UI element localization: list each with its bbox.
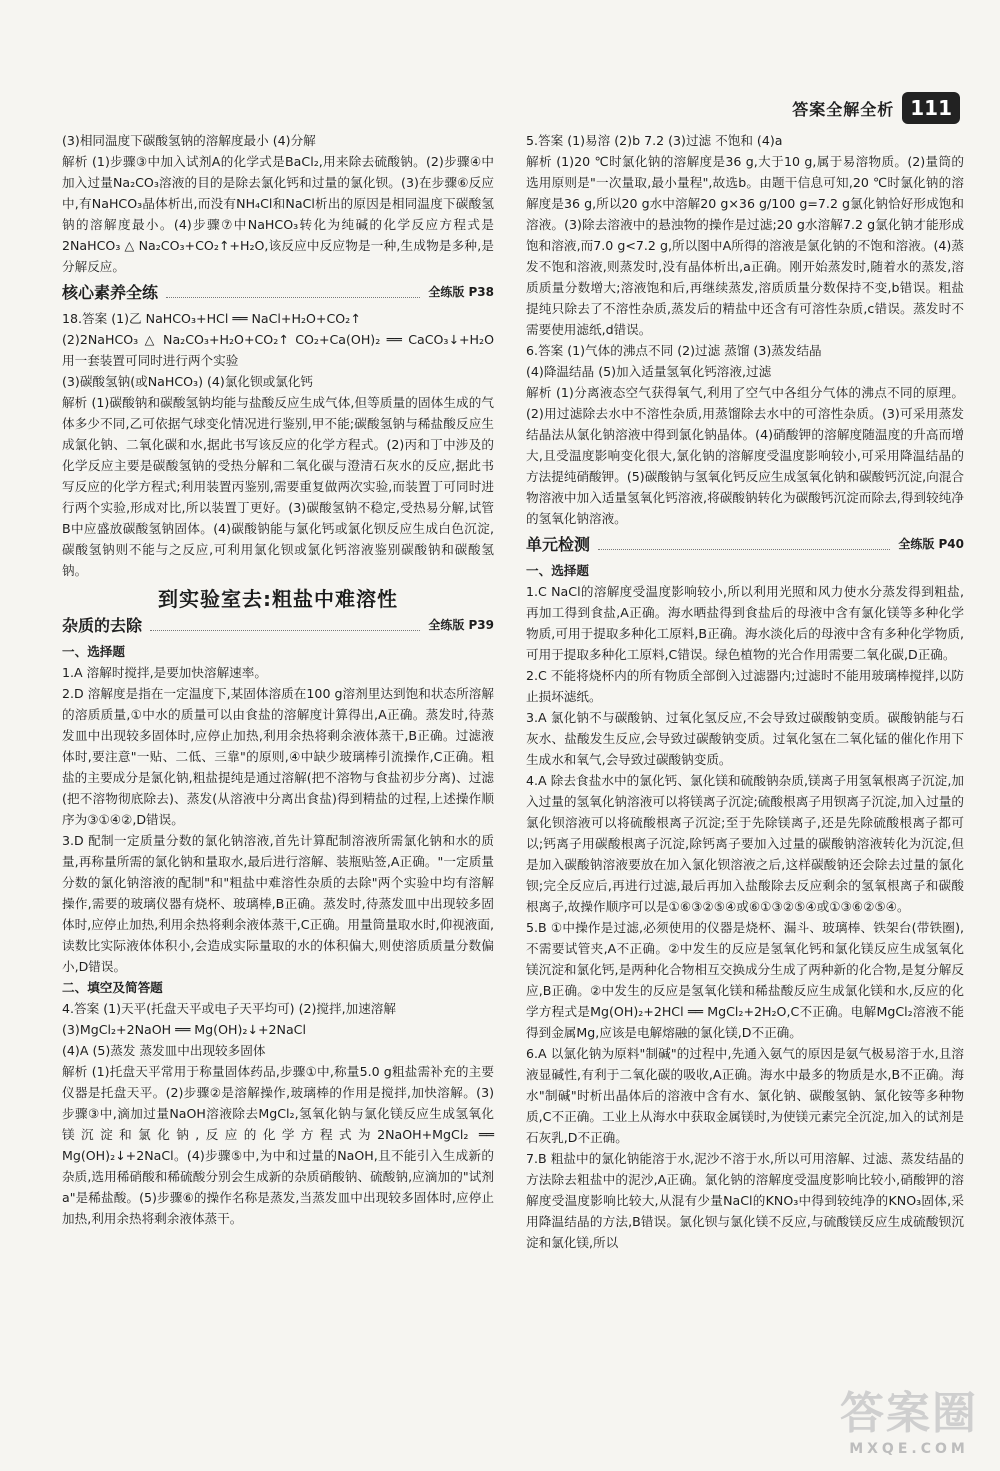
paragraph: 7.B 粗盐中的氯化钠能溶于水,泥沙不溶于水,所以可用溶解、过滤、蒸发结晶的方法除去粗盐中的泥沙,A正确。氯化钠的溶解度受温度影响比较小,硝酸钾的溶解度受温度影响比较大,从混有少量NaCl的KNO₃中得到较纯净的KNO₃固体,采用降温结晶的方法,B错误。氯化钡与氯化镁不反应,与硫酸镁反应生成硫酸钡沉淀和氯化镁,所以 bbox=[526, 1151, 964, 1250]
dotted-leader bbox=[598, 539, 890, 550]
dotted-leader bbox=[150, 620, 420, 631]
paragraph: 3.D 配制一定质量分数的氯化钠溶液,首先计算配制溶液所需氯化钠和水的质量,再称量所需的氯化钠和量取水,最后进行溶解、装瓶贴签,A正确。"一定质量分数的氯化钠溶液的配制"和"粗盐中难溶性杂质的去除"两个实验中均有溶解操作,需要的玻璃仪器有烧杯、玻璃棒,B正确。蒸发时,待蒸发皿中出现较多固体时,应停止加热,利用余热将剩余液体蒸干,C正确。用量筒量取水时,仰视液面,读数比实际液体体积小,会造成实际量取的水的体积偏大,则使溶质质量分数偏小,D错误。 bbox=[62, 833, 494, 974]
paragraph: 5.答案 (1)易溶 (2)b 7.2 (3)过滤 不饱和 (4)a bbox=[526, 133, 783, 148]
paragraph: 18.答案 (1)乙 NaHCO₃+HCl ══ NaCl+H₂O+CO₂↑ bbox=[62, 311, 361, 326]
watermark-url: MXQE.COM bbox=[849, 1441, 969, 1457]
paragraph: 1.C NaCl的溶解度受温度影响较小,所以利用光照和风力使水分蒸发得到粗盐,再加工得到食盐,A正确。海水晒盐得到食盐后的母液中含有氯化镁等多种化学物质,可用于提取多种化工原料,B正确。海水淡化后的母液中含有多种化学物质,可用于提取多种化工原料,C错误。绿色植物的光合作用需要二氧化碳,D正确。 bbox=[526, 584, 964, 662]
dotted-leader bbox=[166, 287, 420, 298]
subheading: 一、选择题 bbox=[62, 644, 125, 659]
paragraph: 5.B ①中操作是过滤,必须使用的仪器是烧杯、漏斗、玻璃棒、铁架台(带铁圈),不需要试管夹,A不正确。②中发生的反应是氢氧化钙和氯化镁反应生成氢氧化镁沉淀和氯化钙,是两种化合物相互交换成分生成了两种新的化合物,是复分解反应,B正确。②中发生的反应是氢氧化镁和稀盐酸反应生成氯化镁和水,反应的化学方程式是Mg(OH)₂+2HCl ══ MgCl₂+2H₂O,C不正确。电解MgCl₂溶液不能得到金属Mg,应该是电解熔融的氯化镁,D不正确。 bbox=[526, 920, 964, 1040]
paragraph: 解析 (1)分离液态空气获得氧气,利用了空气中各组分气体的沸点不同的原理。(2)用过滤除去水中不溶性杂质,用蒸馏除去水中的可溶性杂质。(3)可采用蒸发结晶法从氯化钠溶液中得到氯化钠晶体。(4)硝酸钾的溶解度随温度的升高而增大,且受温度影响变化很大,氯化钠的溶解度受温度影响较小,可采用降温结晶的方法提纯硝酸钾。(5)碳酸钠与氢氧化钙反应生成氢氧化钠和碳酸钙沉淀,向混合物溶液中加入适量氢氧化钙溶液,将碳酸钠转化为碳酸钙沉淀而除去,得到较纯净的氢氧化钠溶液。 bbox=[526, 385, 964, 526]
section-header-lab bbox=[62, 615, 494, 636]
watermark bbox=[840, 1377, 978, 1457]
page-header bbox=[792, 92, 960, 124]
left-column bbox=[62, 130, 494, 1229]
paragraph: 解析 (1)碳酸钠和碳酸氢钠均能与盐酸反应生成气体,但等质量的固体生成的气体多少不同,乙可依据气球变化情况进行鉴别,甲不能;碳酸氢钠与稀盐酸反应生成氯化钠、二氧化碳和水,据此书写该反应的化学方程式。(2)丙和丁中涉及的化学反应主要是碳酸氢钠的受热分解和二氧化碳与澄清石灰水的反应,据此书写反应的化学方程式;利用装置丙鉴别,需要重复做两次实验,而装置丁可同时进行两个实验,形成对比,所以装置丁更好。(3)碳酸氢钠不稳定,受热易分解,试管B中应盛放碳酸氢钠固体。(4)碳酸钠能与氯化钙或氯化钡反应生成白色沉淀,碳酸氢钠则不能与之反应,可利用氯化钡或氯化钙溶液鉴别碳酸钠和碳酸氢钠。 bbox=[62, 395, 494, 578]
section-ref: 全练版 P40 bbox=[898, 537, 964, 551]
section-title: 杂质的去除 bbox=[62, 616, 143, 635]
paragraph: (3)MgCl₂+2NaOH ══ Mg(OH)₂↓+2NaCl bbox=[62, 1022, 306, 1037]
paragraph: (2)2NaHCO₃ △ Na₂CO₃+H₂O+CO₂↑ CO₂+Ca(OH)₂ ══ CaCO₃↓+H₂O 用一套装置可同时进行两个实验 bbox=[62, 332, 494, 368]
paragraph: 解析 (1)托盘天平常用于称量固体药品,步骤①中,称量5.0 g粗盐需补充的主要仪器是托盘天平。(2)步骤②是溶解操作,玻璃棒的作用是搅拌,加快溶解。(3)步骤③中,滴加过量NaOH溶液除去MgCl₂,氢氧化钠与氯化镁反应生成氢氧化镁沉淀和氯化钠,反应的化学方程式为2NaOH+MgCl₂ ══ Mg(OH)₂↓+2NaCl。(4)步骤⑤中,为中和过量的NaOH,且不能引入生成新的杂质,选用稀硝酸和稀硫酸分别会生成新的杂质硝酸钠、硫酸钠,应滴加的"试剂a"是稀盐酸。(5)步骤⑥的操作名称是蒸发,当蒸发皿中出现较多固体时,应停止加热,利用余热将剩余液体蒸干。 bbox=[62, 1064, 494, 1226]
lab-title: 到实验室去:粗盐中难溶性 bbox=[158, 587, 398, 611]
paragraph: 6.答案 (1)气体的沸点不同 (2)过滤 蒸馏 (3)蒸发结晶 bbox=[526, 343, 822, 358]
page-number: 111 bbox=[902, 92, 960, 124]
paragraph: (3)相同温度下碳酸氢钠的溶解度最小 (4)分解 bbox=[62, 133, 316, 148]
paragraph: 4.答案 (1)天平(托盘天平或电子天平均可) (2)搅拌,加速溶解 bbox=[62, 1001, 396, 1016]
paragraph: (4)降温结晶 (5)加入适量氢氧化钙溶液,过滤 bbox=[526, 364, 772, 379]
subheading: 二、填空及简答题 bbox=[62, 980, 163, 995]
paragraph: 4.A 除去食盐水中的氯化钙、氯化镁和硫酸钠杂质,镁离子用氢氧根离子沉淀,加入过量的氢氧化钠溶液可以将镁离子沉淀;硫酸根离子用钡离子沉淀,加入过量的氯化钡溶液可以将硫酸根离子沉淀;至于先除镁离子,还是先除硫酸根离子都可以;钙离子用碳酸根离子沉淀,除钙离子要加入过量的碳酸钠溶液转化为沉淀,但是加入碳酸钠溶液要放在加入氯化钡溶液之后,这样碳酸钠还会除去过量的氯化钡;完全反应后,再进行过滤,最后再加入盐酸除去反应剩余的氢氧根离子和碳酸根离子,故操作顺序可以是①⑥③②⑤④或⑥①③②⑤④或①③⑥②⑤④。 bbox=[526, 773, 964, 914]
paragraph: 6.A 以氯化钠为原料"制碱"的过程中,先通入氨气的原因是氨气极易溶于水,且溶液显碱性,有利于二氧化碳的吸收,A正确。海水中最多的物质是水,B不正确。海水"制碱"时析出晶体后的溶液中含有水、氯化钠、碳酸氢钠、氯化铵等多种物质,C不正确。工业上从海水中获取金属镁时,为使镁元素完全沉淀,加入的试剂是石灰乳,D不正确。 bbox=[526, 1046, 964, 1145]
section-title: 核心素养全练 bbox=[62, 283, 159, 302]
section-title: 单元检测 bbox=[526, 535, 591, 554]
paragraph: 3.A 氯化钠不与碳酸钠、过氧化氢反应,不会导致过碳酸钠变质。碳酸钠能与石灰水、盐酸发生反应,会导致过碳酸钠变质。过氧化氢在二氧化锰的催化作用下生成水和氧气,会导致过碳酸钠变质。 bbox=[526, 710, 964, 767]
paragraph: 2.C 不能将烧杯内的所有物质全部倒入过滤器内;过滤时不能用玻璃棒搅拌,以防止损坏滤纸。 bbox=[526, 668, 964, 704]
section-ref: 全练版 P39 bbox=[428, 618, 494, 632]
paragraph: 解析 (1)20 ℃时氯化钠的溶解度是36 g,大于10 g,属于易溶物质。(2)量筒的选用原则是"一次量取,最小量程",故选b。由题干信息可知,20 ℃时氯化钠的溶解度是36 g,所以20 g水中溶解20 g×36 g/100 g=7.2 g氯化钠恰好形成饱和溶液。(3)除去溶液中的悬浊物的操作是过滤;20 g水溶解7.2 g氯化钠才能形成饱和溶液,而7.0 g<7.2 g,所以图中A所得的溶液是氯化钠的不饱和溶液。(4)蒸发不饱和溶液,则蒸发时,没有晶体析出,a正确。刚开始蒸发时,随着水的蒸发,溶质质量分数增大;溶液饱和后,再继续蒸发,溶质质量分数保持不变,b错误。粗盐提纯只除去了不溶性杂质,蒸发后的精盐中还含有可溶性杂质,c错误。蒸发时不需要使用滤纸,d错误。 bbox=[526, 154, 964, 337]
right-column bbox=[526, 130, 964, 1253]
paragraph: 解析 (1)步骤③中加入试剂A的化学式是BaCl₂,用来除去硫酸钠。(2)步骤④中加入过量Na₂CO₃溶液的目的是除去氯化钙和过量的氯化钡。(3)在步骤⑥反应中,有NaHCO₃晶体析出,而没有NH₄Cl和NaCl析出的原因是相同温度下碳酸氢钠的溶解度最小。(4)步骤⑦中NaHCO₃转化为纯碱的化学反应方程式是2NaHCO₃ △ Na₂CO₃+CO₂↑+H₂O,该反应中反应物是一种,生成物是多种,是分解反应。 bbox=[62, 154, 494, 274]
header-title: 答案全解全析 bbox=[792, 99, 895, 119]
paragraph: 2.D 溶解度是指在一定温度下,某固体溶质在100 g溶剂里达到饱和状态所溶解的溶质质量,①中水的质量可以由食盐的溶解度计算得出,A正确。蒸发时,待蒸发皿中出现较多固体时,应停止加热,利用余热将剩余液体蒸干,B正确。过滤液体时,要注意"一贴、二低、三靠"的原则,④中缺少玻璃棒引流操作,C正确。粗盐的主要成分是氯化钠,粗盐提纯是通过溶解(把不溶物与食盐初步分离)、过滤(把不溶物彻底除去)、蒸发(从溶液中分离出食盐)得到精盐的过程,上述操作顺序为③①④②,D错误。 bbox=[62, 686, 494, 827]
paragraph: (4)A (5)蒸发 蒸发皿中出现较多固体 bbox=[62, 1043, 266, 1058]
paragraph: (3)碳酸氢钠(或NaHCO₃) (4)氯化钡或氯化钙 bbox=[62, 374, 313, 389]
section-header-core bbox=[62, 282, 494, 303]
watermark-logo: 答案圈 bbox=[840, 1388, 978, 1439]
section-ref: 全练版 P38 bbox=[428, 285, 494, 299]
section-header-unit-test bbox=[526, 534, 964, 555]
paragraph: 1.A 溶解时搅拌,是要加快溶解速率。 bbox=[62, 665, 267, 680]
subheading: 一、选择题 bbox=[526, 563, 589, 578]
